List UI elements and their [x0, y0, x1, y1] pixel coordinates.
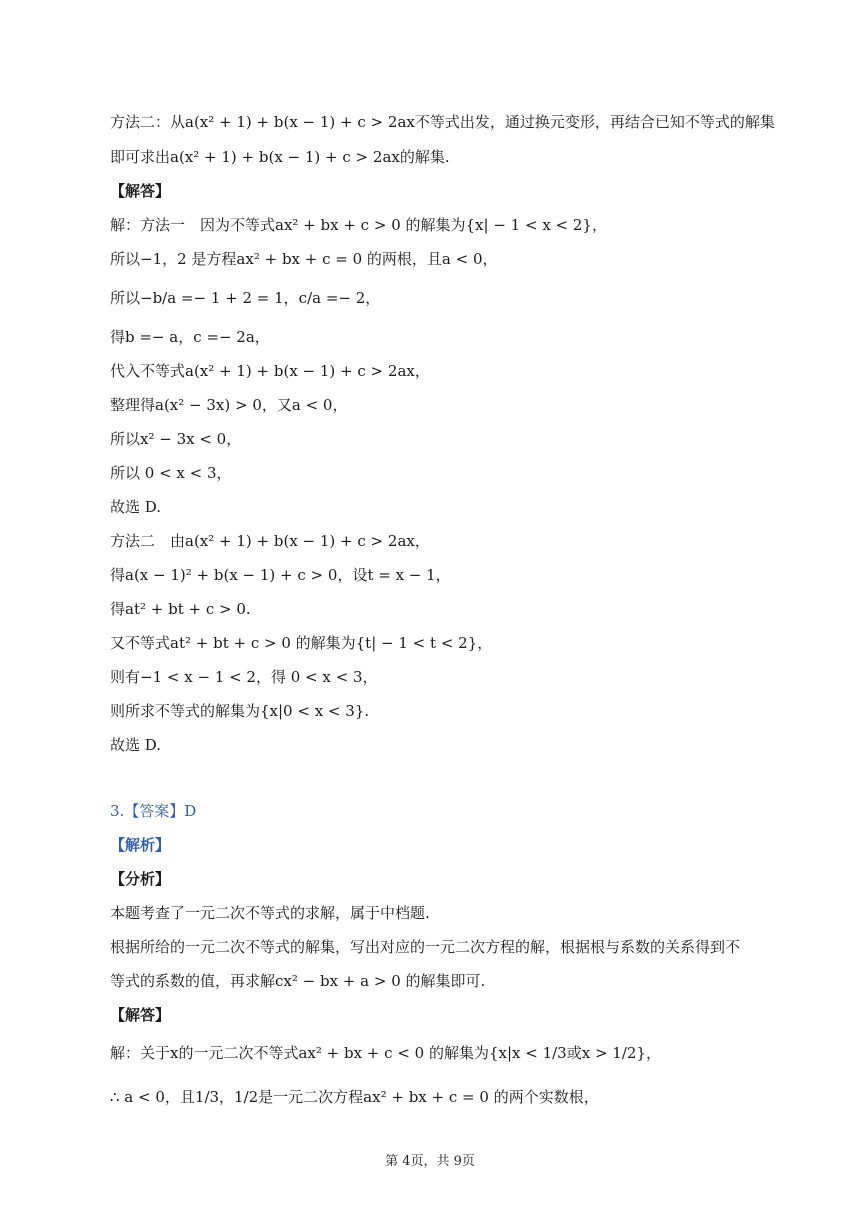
- answer-heading: 3.【答案】D: [110, 802, 197, 820]
- text-line: 本题考查了一元二次不等式的求解，属于中档题.: [110, 904, 430, 922]
- text-line: 得b =− a，c =− 2a，: [110, 328, 270, 346]
- page-footer: 第 4页，共 9页: [385, 1154, 475, 1169]
- text-line: ∴ a < 0，且1/3，1/2是一元二次方程ax² + bx + c = 0 的两个实数根，: [110, 1088, 599, 1106]
- text-line: 又不等式at² + bt + c > 0 的解集为{t| − 1 < t < 2}，: [110, 634, 493, 652]
- text-line: 则所求不等式的解集为{x|0 < x < 3}.: [110, 702, 370, 720]
- text-line: 所以 0 < x < 3，: [110, 464, 232, 482]
- text-line: 所以−1，2 是方程ax² + bx + c = 0 的两根，且a < 0，: [110, 250, 498, 268]
- text-line: 得at² + bt + c > 0.: [110, 600, 251, 618]
- text-line: 根据所给的一元二次不等式的解集，写出对应的一元二次方程的解，根据根与系数的关系得到不: [110, 938, 741, 956]
- text-line: 解：方法一 因为不等式ax² + bx + c > 0 的解集为{x| − 1 < x < 2}，: [110, 216, 607, 234]
- text-line: 方法二 由a(x² + 1) + b(x − 1) + c > 2ax，: [110, 532, 430, 550]
- text-line: 即可求出a(x² + 1) + b(x − 1) + c > 2ax的解集.: [110, 148, 450, 166]
- text-line: 方法二：从a(x² + 1) + b(x − 1) + c > 2ax不等式出发，通过换元变形，再结合已知不等式的解集: [110, 113, 775, 131]
- section-heading: 【解答】: [110, 182, 171, 200]
- section-heading: 【分析】: [110, 870, 171, 888]
- text-line: 解：关于x的一元二次不等式ax² + bx + c < 0 的解集为{x|x < 1/3或x > 1/2}，: [110, 1044, 661, 1062]
- text-line: 故选 D.: [110, 498, 162, 516]
- text-line: 故选 D.: [110, 736, 162, 754]
- text-line: 所以x² − 3x < 0，: [110, 430, 242, 448]
- text-line: 整理得a(x² − 3x) > 0，又a < 0，: [110, 396, 348, 414]
- text-line: 则有−1 < x − 1 < 2，得 0 < x < 3，: [110, 668, 378, 686]
- text-line: 所以−b/a =− 1 + 2 = 1，c/a =− 2，: [110, 289, 381, 307]
- text-line: 等式的系数的值，再求解cx² − bx + a > 0 的解集即可.: [110, 972, 486, 990]
- text-line: 代入不等式a(x² + 1) + b(x − 1) + c > 2ax，: [110, 362, 430, 380]
- text-line: 得a(x − 1)² + b(x − 1) + c > 0，设t = x − 1，: [110, 566, 451, 584]
- section-heading: 【解答】: [110, 1006, 171, 1024]
- analysis-heading: 【解析】: [110, 836, 171, 854]
